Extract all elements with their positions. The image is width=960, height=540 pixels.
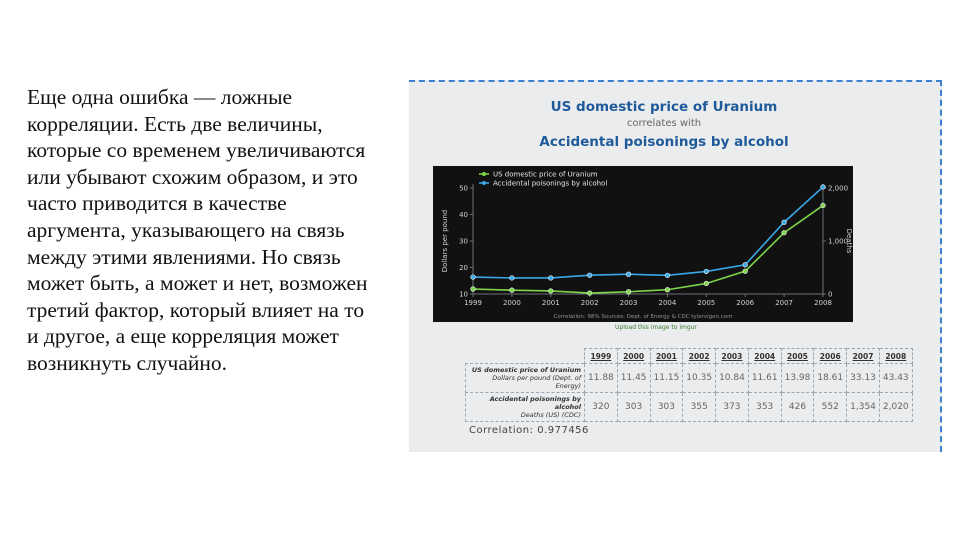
- table-year-header: 2008: [879, 349, 912, 364]
- data-point-2: [665, 273, 670, 278]
- row-title: Accidental poisonings by alcohol: [489, 395, 581, 411]
- data-point-1: [665, 287, 670, 292]
- table-cell: 13.98: [781, 364, 814, 393]
- data-point-2: [471, 275, 476, 280]
- data-point-1: [743, 269, 748, 274]
- y-tick-label-left: 50: [459, 184, 468, 193]
- x-tick-label: 2003: [619, 299, 638, 307]
- table-corner: [466, 349, 585, 364]
- table-cell: 2,020: [879, 393, 912, 422]
- y-tick-label-right: 2,000: [828, 184, 849, 193]
- data-point-1: [548, 289, 553, 294]
- x-tick-label: 2001: [541, 299, 560, 307]
- legend-swatch-dot: [482, 172, 486, 176]
- table-row-label: [466, 393, 585, 422]
- table-year-header: 2001: [650, 349, 683, 364]
- table-year-header: 2002: [683, 349, 716, 364]
- table-cell: 10.84: [716, 364, 749, 393]
- chart-source: Correlation: 98% Sources: Dept. of Energy & CDC tylervigen.com: [553, 314, 733, 320]
- chart-subtitle: correlates with: [626, 118, 702, 129]
- table-row: [466, 393, 913, 422]
- table-year-header: 2003: [716, 349, 749, 364]
- table-year-header: 2006: [814, 349, 847, 364]
- x-tick-label: 2002: [580, 299, 599, 307]
- y-tick-label-right: 1,000: [828, 237, 849, 246]
- data-point-2: [587, 273, 592, 278]
- data-point-2: [704, 269, 709, 274]
- table-row-label: [466, 364, 585, 393]
- legend-swatch-dot: [482, 181, 486, 185]
- table-cell: 303: [650, 393, 683, 422]
- data-table: [465, 348, 913, 422]
- data-point-2: [510, 276, 515, 281]
- table-cell: 355: [683, 393, 716, 422]
- legend-label: US domestic price of Uranium: [493, 170, 598, 179]
- data-point-1: [471, 287, 476, 292]
- data-point-1: [821, 203, 826, 208]
- data-point-2: [548, 276, 553, 281]
- table-cell: 373: [716, 393, 749, 422]
- table-row: [466, 364, 913, 393]
- row-subtitle: Deaths (US) (CDC): [520, 411, 581, 419]
- slide-paragraph: Еще одна ошибка — ложные корреляции. Есть две величины, которые со временем увеличиваются или убывают схожим образом, и это часто приводится в качестве аргумента, указывающего на связь между этими явлениями. Но связь может быть, а может и нет, возможен третий фактор, который влияет на то и другое, а еще корреляция может возникнуть случайно.: [27, 85, 368, 375]
- x-tick-label: 2008: [814, 299, 832, 307]
- table-year-header: 2005: [781, 349, 814, 364]
- y-tick-label-left: 20: [459, 264, 468, 272]
- correlation-value: Correlation: 0.977456: [469, 425, 589, 436]
- y-tick-label-right: 0: [828, 290, 833, 299]
- table-year-header: 2000: [617, 349, 650, 364]
- table-cell: 11.61: [748, 364, 781, 393]
- table-year-header: 1999: [585, 349, 618, 364]
- data-point-1: [587, 291, 592, 296]
- table-cell: 11.45: [617, 364, 650, 393]
- y-tick-label-left: 40: [459, 211, 468, 219]
- table-cell: 320: [585, 393, 618, 422]
- x-tick-label: 2004: [658, 299, 677, 307]
- data-point-2: [821, 185, 826, 190]
- x-tick-label: 2005: [697, 299, 716, 307]
- data-point-2: [743, 262, 748, 267]
- table-cell: 353: [748, 393, 781, 422]
- y-tick-label-left: 10: [459, 290, 468, 299]
- line-chart: [433, 166, 853, 322]
- table-cell: 11.88: [585, 364, 618, 393]
- table-cell: 33.13: [847, 364, 880, 393]
- table-cell: 552: [814, 393, 847, 422]
- data-point-1: [510, 288, 515, 293]
- data-point-1: [782, 230, 787, 235]
- data-point-1: [704, 281, 709, 286]
- legend-label: Accidental poisonings by alcohol: [493, 179, 608, 188]
- table-year-header: 2007: [847, 349, 880, 364]
- x-tick-label: 2006: [736, 299, 755, 307]
- table-header-row: [466, 349, 913, 364]
- y-axis-label-right: Deaths: [845, 228, 853, 254]
- table-cell: 303: [617, 393, 650, 422]
- chart-title-second: Accidental poisonings by alcohol: [539, 134, 789, 150]
- table-cell: 11.15: [650, 364, 683, 393]
- table-cell: 18.61: [814, 364, 847, 393]
- x-tick-label: 1999: [464, 299, 482, 307]
- upload-link[interactable]: Upload this image to imgur: [615, 324, 697, 331]
- row-title: US domestic price of Uranium: [471, 366, 581, 374]
- y-axis-label-left: Dollars per pound: [441, 209, 449, 273]
- correlation-figure: [409, 80, 942, 452]
- data-point-2: [626, 272, 631, 277]
- table-year-header: 2004: [748, 349, 781, 364]
- y-tick-label-left: 30: [459, 237, 468, 246]
- data-point-1: [626, 289, 631, 294]
- table-cell: 43.43: [879, 364, 912, 393]
- row-subtitle: Dollars per pound (Dept. of Energy): [492, 374, 581, 390]
- x-tick-label: 2007: [775, 299, 794, 307]
- table-cell: 426: [781, 393, 814, 422]
- chart-title: US domestic price of Uranium: [550, 99, 778, 115]
- data-point-2: [782, 220, 787, 225]
- x-tick-label: 2000: [502, 299, 521, 307]
- table-cell: 1,354: [847, 393, 880, 422]
- table-cell: 10.35: [683, 364, 716, 393]
